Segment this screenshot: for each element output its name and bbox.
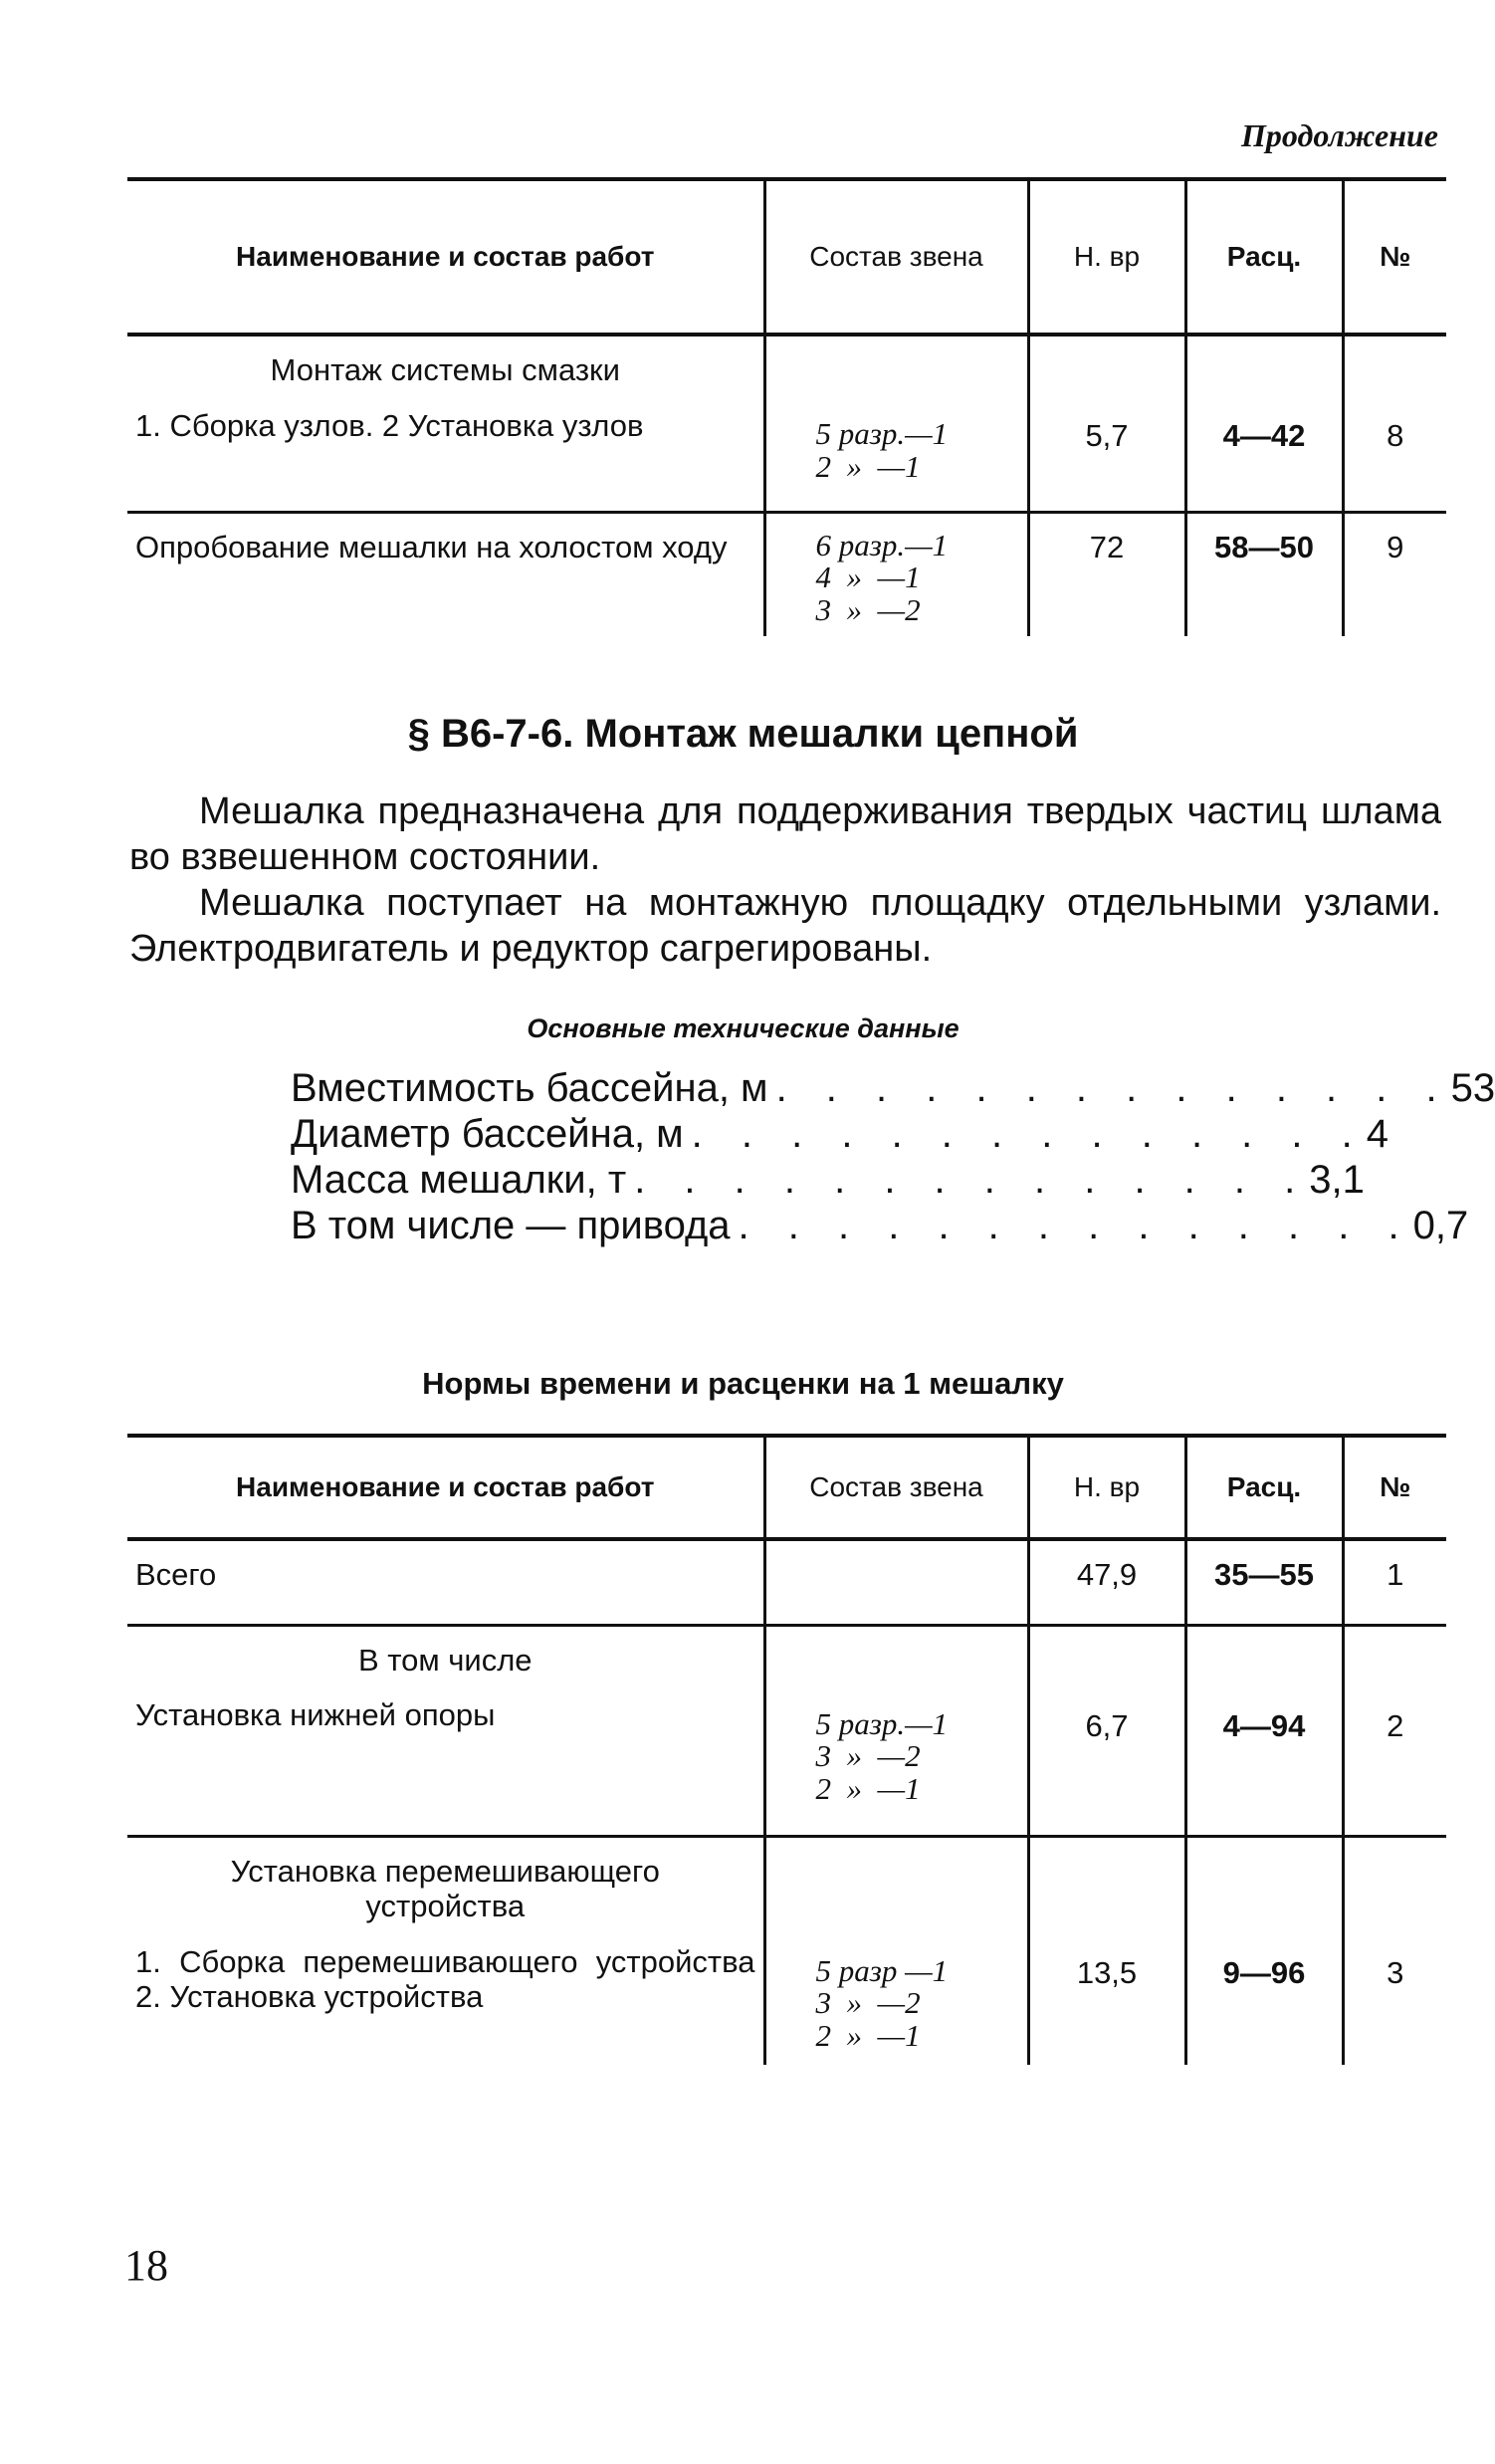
leader-dots: . . . . . . . . . . . . . . [691, 1112, 1367, 1156]
continued-label: Продолжение [1241, 117, 1438, 153]
col-header-crew: Состав звена [764, 1436, 1028, 1539]
col-header-no: № [1343, 1436, 1446, 1539]
leader-dots: . . . . . . . . . . . . . . [634, 1158, 1310, 1202]
crew-line: 5 разр.—1 [815, 1705, 949, 1741]
crew-line: 3 » —2 [815, 591, 921, 627]
spec-row [291, 1111, 1388, 1157]
rate-value: 58—50 [1185, 512, 1343, 636]
norms-table-continued [127, 177, 1446, 636]
col-header-time: Н. вр [1028, 179, 1185, 335]
table-title: Нормы времени и расценки на 1 мешалку [422, 1366, 1064, 1401]
paragraph: Мешалка поступает на монтажную площадку отдельными узлами. Электродвигатель и редуктор сагрегированы. [129, 882, 1441, 970]
crew-line: 3 » —2 [815, 1738, 921, 1774]
spec-value: 4 [1366, 1112, 1388, 1156]
rate-value: 9—96 [1185, 1836, 1343, 2065]
spec-value: 3,1 [1309, 1158, 1365, 1202]
rate-value: 4—94 [1185, 1625, 1343, 1836]
work-name: Установка нижней опоры [135, 1697, 496, 1733]
col-header-crew: Состав звена [764, 179, 1028, 335]
norms-table [127, 1434, 1446, 2065]
crew-line: 2 » —1 [815, 1770, 921, 1806]
table-row [127, 512, 1446, 636]
rate-value: 35—55 [1185, 1539, 1343, 1625]
crew-line: 4 » —1 [815, 560, 921, 595]
col-header-no: № [1343, 179, 1446, 335]
work-name: Всего [135, 1557, 217, 1592]
work-name: Опробование мешалки на холостом ходу [127, 512, 764, 636]
spec-label: В том числе — привода [291, 1204, 731, 1247]
spec-value: 53 [1450, 1066, 1495, 1110]
time-norm: 72 [1028, 512, 1185, 636]
paragraph: Мешалка предназначена для поддерживания твердых частиц шлама во взвешенном состоянии. [129, 790, 1441, 878]
crew-line: 5 разр —1 [815, 1952, 949, 1988]
work-group-title: Монтаж системы смазки [270, 352, 620, 387]
spec-row [291, 1157, 1365, 1203]
col-header-rate: Расц. [1185, 179, 1343, 335]
crew-line: 5 разр.—1 [815, 416, 949, 451]
table-row [127, 1539, 1446, 1625]
time-norm: 6,7 [1028, 1625, 1185, 1836]
col-header-name: Наименование и состав работ [127, 179, 764, 335]
table-row [127, 1836, 1446, 2065]
col-header-time: Н. вр [1028, 1436, 1185, 1539]
table-row [127, 1625, 1446, 1836]
work-name: 1. Сборка перемешивающего устройства 2. Установка устройства [135, 1943, 755, 2015]
crew-line: 2 » —1 [815, 448, 921, 484]
spec-label: Вместимость бассейна, м [291, 1066, 768, 1110]
work-group-title: В том числе [357, 1642, 533, 1678]
specs-title: Основные технические данные [527, 1013, 960, 1043]
crew-line: 3 » —2 [815, 1985, 921, 2021]
time-norm: 5,7 [1028, 335, 1185, 512]
spec-row [291, 1203, 1469, 1248]
row-number: 1 [1343, 1539, 1446, 1625]
leader-dots: . . . . . . . . . . . . . . [775, 1066, 1451, 1110]
col-header-rate: Расц. [1185, 1436, 1343, 1539]
spec-row [291, 1065, 1495, 1111]
work-name: 1. Сборка узлов. 2 Установка узлов [135, 407, 644, 443]
rate-value: 4—42 [1185, 335, 1343, 512]
row-number: 2 [1343, 1625, 1446, 1836]
page-number: 18 [124, 2241, 168, 2290]
spec-label: Масса мешалки, т [291, 1158, 627, 1202]
time-norm: 13,5 [1028, 1836, 1185, 2065]
spec-value: 0,7 [1412, 1204, 1469, 1247]
crew-line: 6 разр.—1 [815, 527, 949, 562]
col-header-name: Наименование и состав работ [127, 1436, 764, 1539]
crew-line: 2 » —1 [815, 2017, 921, 2053]
specs-list [291, 1065, 1495, 1248]
row-number: 9 [1343, 512, 1446, 636]
work-group-title: Установка перемешивающего устройства [230, 1853, 660, 1924]
section-title: § В6-7-6. Монтаж мешалки цепной [407, 712, 1079, 756]
row-number: 8 [1343, 335, 1446, 512]
leader-dots: . . . . . . . . . . . . . . [738, 1204, 1413, 1247]
time-norm: 47,9 [1028, 1539, 1185, 1625]
spec-label: Диаметр бассейна, м [291, 1112, 684, 1156]
table-row [127, 335, 1446, 512]
row-number: 3 [1343, 1836, 1446, 2065]
